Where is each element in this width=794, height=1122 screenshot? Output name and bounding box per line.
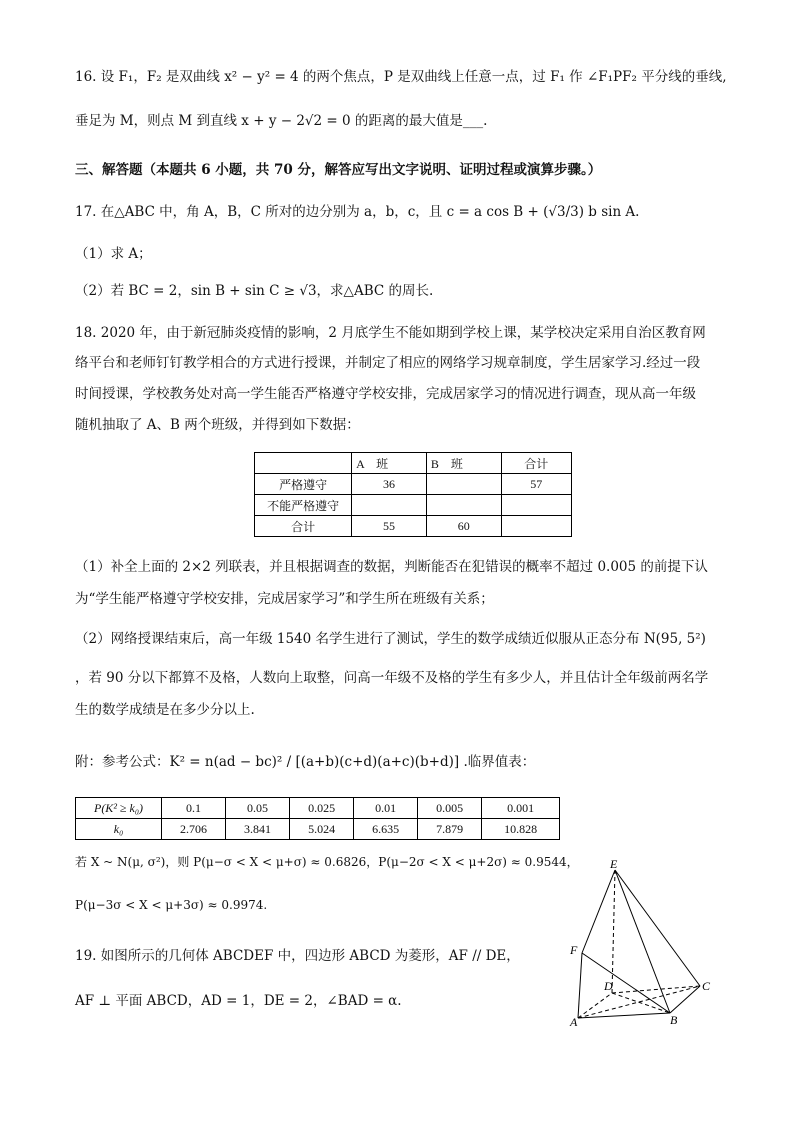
edge-FA bbox=[578, 953, 582, 1018]
edge-EB bbox=[615, 870, 670, 1013]
label-A: A bbox=[570, 1015, 578, 1028]
q18-line2: 络平台和老师钉钉教学相合的方式进行授课，并制定了相应的网络学习规章制度，学生居家学习.经过一段 bbox=[75, 355, 701, 371]
normal-dist-line1: 若 X ~ N(μ, σ²)，则 P(μ−σ < X < μ+σ) ≈ 0.6826，P(μ−2σ < X < μ+2σ) ≈ 0.9544， bbox=[75, 855, 579, 869]
label-D: D bbox=[604, 979, 613, 993]
table-row-label: k₀ bbox=[76, 819, 162, 840]
edge-EC bbox=[615, 870, 700, 986]
table-cell: 0.025 bbox=[290, 798, 354, 819]
q17-part2: （2）若 BC = 2，sin B + sin C ≥ √3，求△ABC 的周长. bbox=[75, 283, 434, 299]
q18-reference-formula: 附：参考公式：K² = n(ad − bc)² / [(a+b)(c+d)(a+c)(b+d)] .临界值表： bbox=[75, 754, 536, 770]
table-row bbox=[255, 474, 572, 495]
critical-value-table bbox=[75, 797, 560, 840]
label-F: F bbox=[570, 943, 578, 957]
label-E: E bbox=[610, 858, 618, 871]
q18-p2c: 生的数学成绩是在多少分以上. bbox=[75, 702, 255, 718]
edge-BC bbox=[670, 986, 700, 1013]
table-cell: 合计 bbox=[255, 516, 352, 537]
edge-FB bbox=[582, 953, 670, 1013]
q18-line1: 18. 2020 年，由于新冠肺炎疫情的影响，2 月底学生不能如期到学校上课，某学校决定采用自治区教育网 bbox=[75, 325, 706, 341]
section3-heading: 三、解答题（本题共 6 小题，共 70 分，解答应写出文字说明、证明过程或演算步骤。） bbox=[75, 162, 602, 178]
table-cell bbox=[426, 474, 501, 495]
q17-part1: （1）求 A； bbox=[75, 246, 152, 262]
q19-line2: AF ⊥ 平面 ABCD，AD = 1，DE = 2，∠BAD = α. bbox=[75, 993, 402, 1009]
table-cell: 60 bbox=[426, 516, 501, 537]
label-C: C bbox=[702, 979, 711, 993]
table-row bbox=[76, 798, 560, 819]
q17-line1: 17. 在△ABC 中，角 A，B，C 所对的边分别为 a，b，c，且 c = a cos B + (√3/3) b sin A. bbox=[75, 204, 640, 220]
table-row-label: P(K² ≥ k₀) bbox=[76, 798, 162, 819]
table-header-cell: 合计 bbox=[501, 453, 571, 474]
table-cell: 55 bbox=[352, 516, 427, 537]
table-row bbox=[255, 516, 572, 537]
table-cell bbox=[501, 516, 571, 537]
normal-dist-line2: P(μ−3σ < X < μ+3σ) ≈ 0.9974. bbox=[75, 898, 268, 912]
table-cell: 0.05 bbox=[226, 798, 290, 819]
contingency-table bbox=[254, 452, 572, 537]
table-cell: 0.1 bbox=[162, 798, 226, 819]
q18-line4: 随机抽取了 A、B 两个班级，并得到如下数据： bbox=[75, 417, 360, 433]
table-cell: 0.001 bbox=[482, 798, 560, 819]
table-row bbox=[255, 495, 572, 516]
q16-line1: 16. 设 F₁，F₂ 是双曲线 x² − y² = 4 的两个焦点，P 是双曲线上任意一点，过 F₁ 作 ∠F₁PF₂ 平分线的垂线, bbox=[75, 69, 727, 85]
table-header-cell: A 班 bbox=[352, 453, 427, 474]
table-cell: 36 bbox=[352, 474, 427, 495]
table-header-cell: B 班 bbox=[426, 453, 501, 474]
geometry-figure bbox=[560, 858, 720, 1028]
table-cell: 2.706 bbox=[162, 819, 226, 840]
edge-AD bbox=[578, 993, 612, 1018]
table-cell: 6.635 bbox=[354, 819, 418, 840]
table-header-row bbox=[255, 453, 572, 474]
table-cell: 不能严格遵守 bbox=[255, 495, 352, 516]
q18-line3: 时间授课，学校教务处对高一学生能否严格遵守学校安排，完成居家学习的情况进行调查，现从高一年级 bbox=[75, 386, 696, 402]
q18-p2a: （2）网络授课结束后，高一年级 1540 名学生进行了测试，学生的数学成绩近似服从正态分布 N(95, 5²) bbox=[75, 631, 706, 647]
q18-p2b: ，若 90 分以下都算不及格，人数向上取整，问高一年级不及格的学生有多少人，并且估计全年级前两名学 bbox=[75, 670, 709, 686]
table-cell: 7.879 bbox=[418, 819, 482, 840]
q18-p1a: （1）补全上面的 2×2 列联表，并且根据调查的数据，判断能否在犯错误的概率不超过 0.005 的前提下认 bbox=[75, 559, 708, 575]
q19-line1: 19. 如图所示的几何体 ABCDEF 中，四边形 ABCD 为菱形，AF // DE， bbox=[75, 948, 520, 964]
table-cell: 严格遵守 bbox=[255, 474, 352, 495]
label-B: B bbox=[670, 1013, 678, 1027]
table-cell bbox=[352, 495, 427, 516]
table-cell bbox=[501, 495, 571, 516]
edge-AB bbox=[578, 1013, 670, 1018]
table-header-cell bbox=[255, 453, 352, 474]
table-cell: 3.841 bbox=[226, 819, 290, 840]
table-row bbox=[76, 819, 560, 840]
table-cell: 5.024 bbox=[290, 819, 354, 840]
table-cell bbox=[426, 495, 501, 516]
table-cell: 57 bbox=[501, 474, 571, 495]
table-cell: 0.01 bbox=[354, 798, 418, 819]
table-cell: 10.828 bbox=[482, 819, 560, 840]
table-cell: 0.005 bbox=[418, 798, 482, 819]
q18-p1b: 为“学生能严格遵守学校安排，完成居家学习”和学生所在班级有关系； bbox=[75, 591, 494, 607]
edge-EF bbox=[582, 870, 615, 953]
q16-line2: 垂足为 M，则点 M 到直线 x + y − 2√2 = 0 的距离的最大值是___. bbox=[75, 113, 488, 129]
